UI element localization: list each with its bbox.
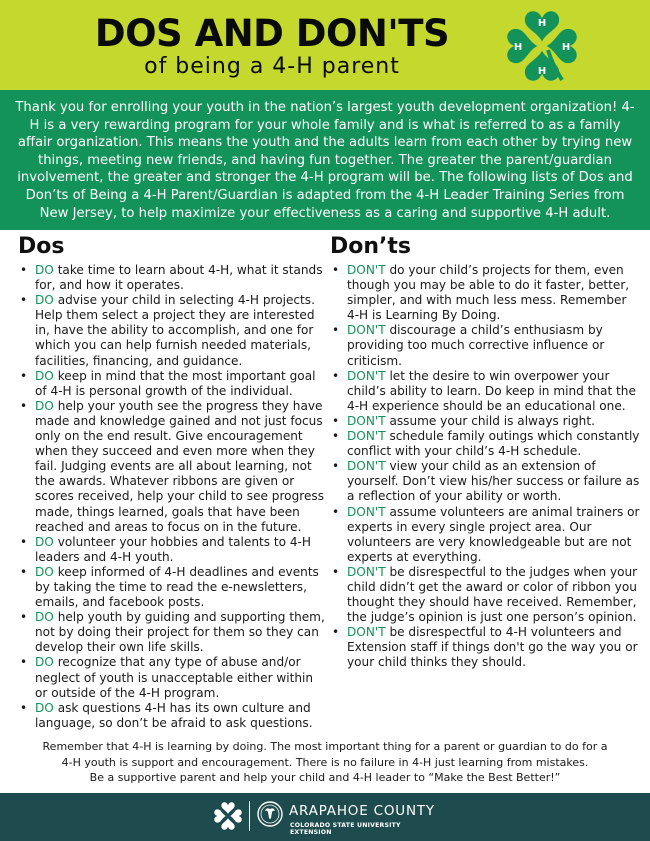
svg-text:H: H: [513, 42, 523, 53]
svg-text:H: H: [561, 42, 571, 53]
footer-divider: [249, 801, 250, 831]
list-item: • DO ask questions 4-H has its own culture and language, so don’t be afraid to ask questions.: [18, 701, 328, 731]
do-keyword: DO: [35, 655, 54, 670]
footer-extension: EXTENSION: [290, 829, 332, 836]
dont-keyword: DON'T: [347, 413, 386, 428]
do-keyword: DO: [35, 534, 54, 549]
closing-line: 4-H youth is support and encouragement. There is no failure in 4-H just learning from mistakes.: [61, 755, 589, 769]
page-subtitle: of being a 4-H parent: [144, 54, 400, 79]
header-banner: [0, 0, 650, 90]
footer-org-name: ARAPAHOE COUNTY: [289, 803, 435, 819]
svg-text:H: H: [537, 66, 547, 77]
list-item: • DON'T assume volunteers are animal trainers or experts in every single project area. Our volunteers are very knowledgeable but are not experts at everything.: [330, 505, 640, 565]
list-item: • DON'T assume your child is always right.: [330, 414, 640, 429]
dont-keyword: DON'T: [347, 625, 386, 640]
list-item: • DON'T schedule family outings which constantly conflict with your child’s 4-H schedule.: [330, 429, 640, 459]
do-keyword: DO: [35, 368, 54, 383]
dont-keyword: DON'T: [347, 429, 386, 444]
dont-keyword: DON'T: [347, 323, 386, 338]
dont-keyword: DON'T: [347, 564, 386, 579]
donts-column: [330, 232, 640, 671]
list-item: • DO advise your child in selecting 4-H projects. Help them select a project they are interested in, have the ability to accomplish, and one for which you can help furnish needed materials, facilities, financing, and guidance.: [18, 293, 328, 368]
closing-message: [20, 739, 630, 786]
dont-keyword: DON'T: [347, 368, 386, 383]
list-item: • DO help your youth see the progress they have made and knowledge gained and not just focus only on the end result. Give encouragement when they succeed and even more when they fail. Judging events are all about learning, not the awards. Whatever ribbons are given or scores received, help your child to see progress made, things learned, goals that have been reached and areas to focus on in the future.: [18, 399, 328, 535]
dont-keyword: DON'T: [347, 263, 386, 277]
list-item: • DON'T view your child as an extension of yourself. Don’t view his/her success or failure as a reflection of your ability or worth.: [330, 459, 640, 504]
svg-text:H: H: [537, 18, 547, 29]
list-item: • DO help youth by guiding and supporting them, not by doing their project for them so they can develop their own life skills.: [18, 610, 328, 655]
footer-university: COLORADO STATE UNIVERSITY: [290, 822, 401, 829]
closing-line: Remember that 4-H is learning by doing. The most important thing for a parent or guardian to do for a: [42, 740, 608, 753]
do-keyword: DO: [35, 700, 54, 715]
do-keyword: DO: [35, 398, 54, 413]
do-keyword: DO: [35, 564, 54, 579]
donts-list: [330, 263, 640, 671]
closing-line: Be a supportive parent and help your child and 4-H leader to “Make the Best Better!”: [89, 771, 561, 784]
four-h-clover-icon: [502, 6, 582, 86]
ram-seal-icon: [257, 801, 283, 827]
list-item: • DON'T be disrespectful to the judges when your child didn’t get the award or color of ribbon you thought they should have received. Remember, the judge’s opinion is just one person’s opinion.: [330, 565, 640, 625]
list-item: • DON'T discourage a child’s enthusiasm by providing too much corrective influence or criticism.: [330, 323, 640, 368]
list-item: • DO keep informed of 4-H deadlines and events by taking the time to read the e-newsletters, emails, and facebook posts.: [18, 565, 328, 610]
dont-keyword: DON'T: [347, 504, 386, 519]
list-item: • DO take time to learn about 4-H, what it stands for, and how it operates.: [18, 263, 328, 293]
footer-bar: [0, 793, 650, 841]
list-item: • DON'T let the desire to win overpower your child’s ability to learn. Do keep in mind that the 4-H experience should be an educational one.: [330, 369, 640, 414]
dos-list: [18, 263, 328, 731]
dos-heading: Dos: [18, 234, 65, 259]
donts-heading: Don’ts: [330, 234, 412, 259]
do-keyword: DO: [35, 610, 54, 625]
four-h-clover-icon: [212, 800, 244, 832]
do-keyword: DO: [35, 293, 54, 308]
list-item: • DO keep in mind that the most important goal of 4-H is personal growth of the individual.: [18, 369, 328, 399]
dos-column: [18, 232, 328, 731]
dont-keyword: DON'T: [347, 459, 386, 474]
do-keyword: DO: [35, 263, 54, 277]
list-item: • DON'T be disrespectful to 4-H volunteers and Extension staff if things don't go the way you or your child thinks they should.: [330, 625, 640, 670]
list-item: • DON'T do your child’s projects for them, even though you may be able to do it faster, better, simpler, and with much less mess. Remember 4-H is Learning By Doing.: [330, 263, 640, 323]
intro-banner: [0, 90, 650, 230]
intro-text: Thank you for enrolling your youth in the nation’s largest youth development organization! 4-H is a very rewarding program for your whole family and is what is referred to as a family affair organization. This means the youth and the adults learn from each other by trying new things, meeting new friends, and having fun together. The greater the parent/guardian involvement, the greater and stronger the 4-H program will be. The following lists of Dos and Don’ts of Being a 4-H Parent/Guardian is adapted from the 4-H Leader Training Series from New Jersey, to help maximize your effectiveness as a caring and supportive 4-H adult.: [15, 100, 635, 221]
list-item: • DO volunteer your hobbies and talents to 4-H leaders and 4-H youth.: [18, 535, 328, 565]
page-title: DOS AND DON'TS: [94, 12, 450, 55]
list-item: • DO recognize that any type of abuse and/or neglect of youth is unacceptable either within or outside of the 4-H program.: [18, 655, 328, 700]
